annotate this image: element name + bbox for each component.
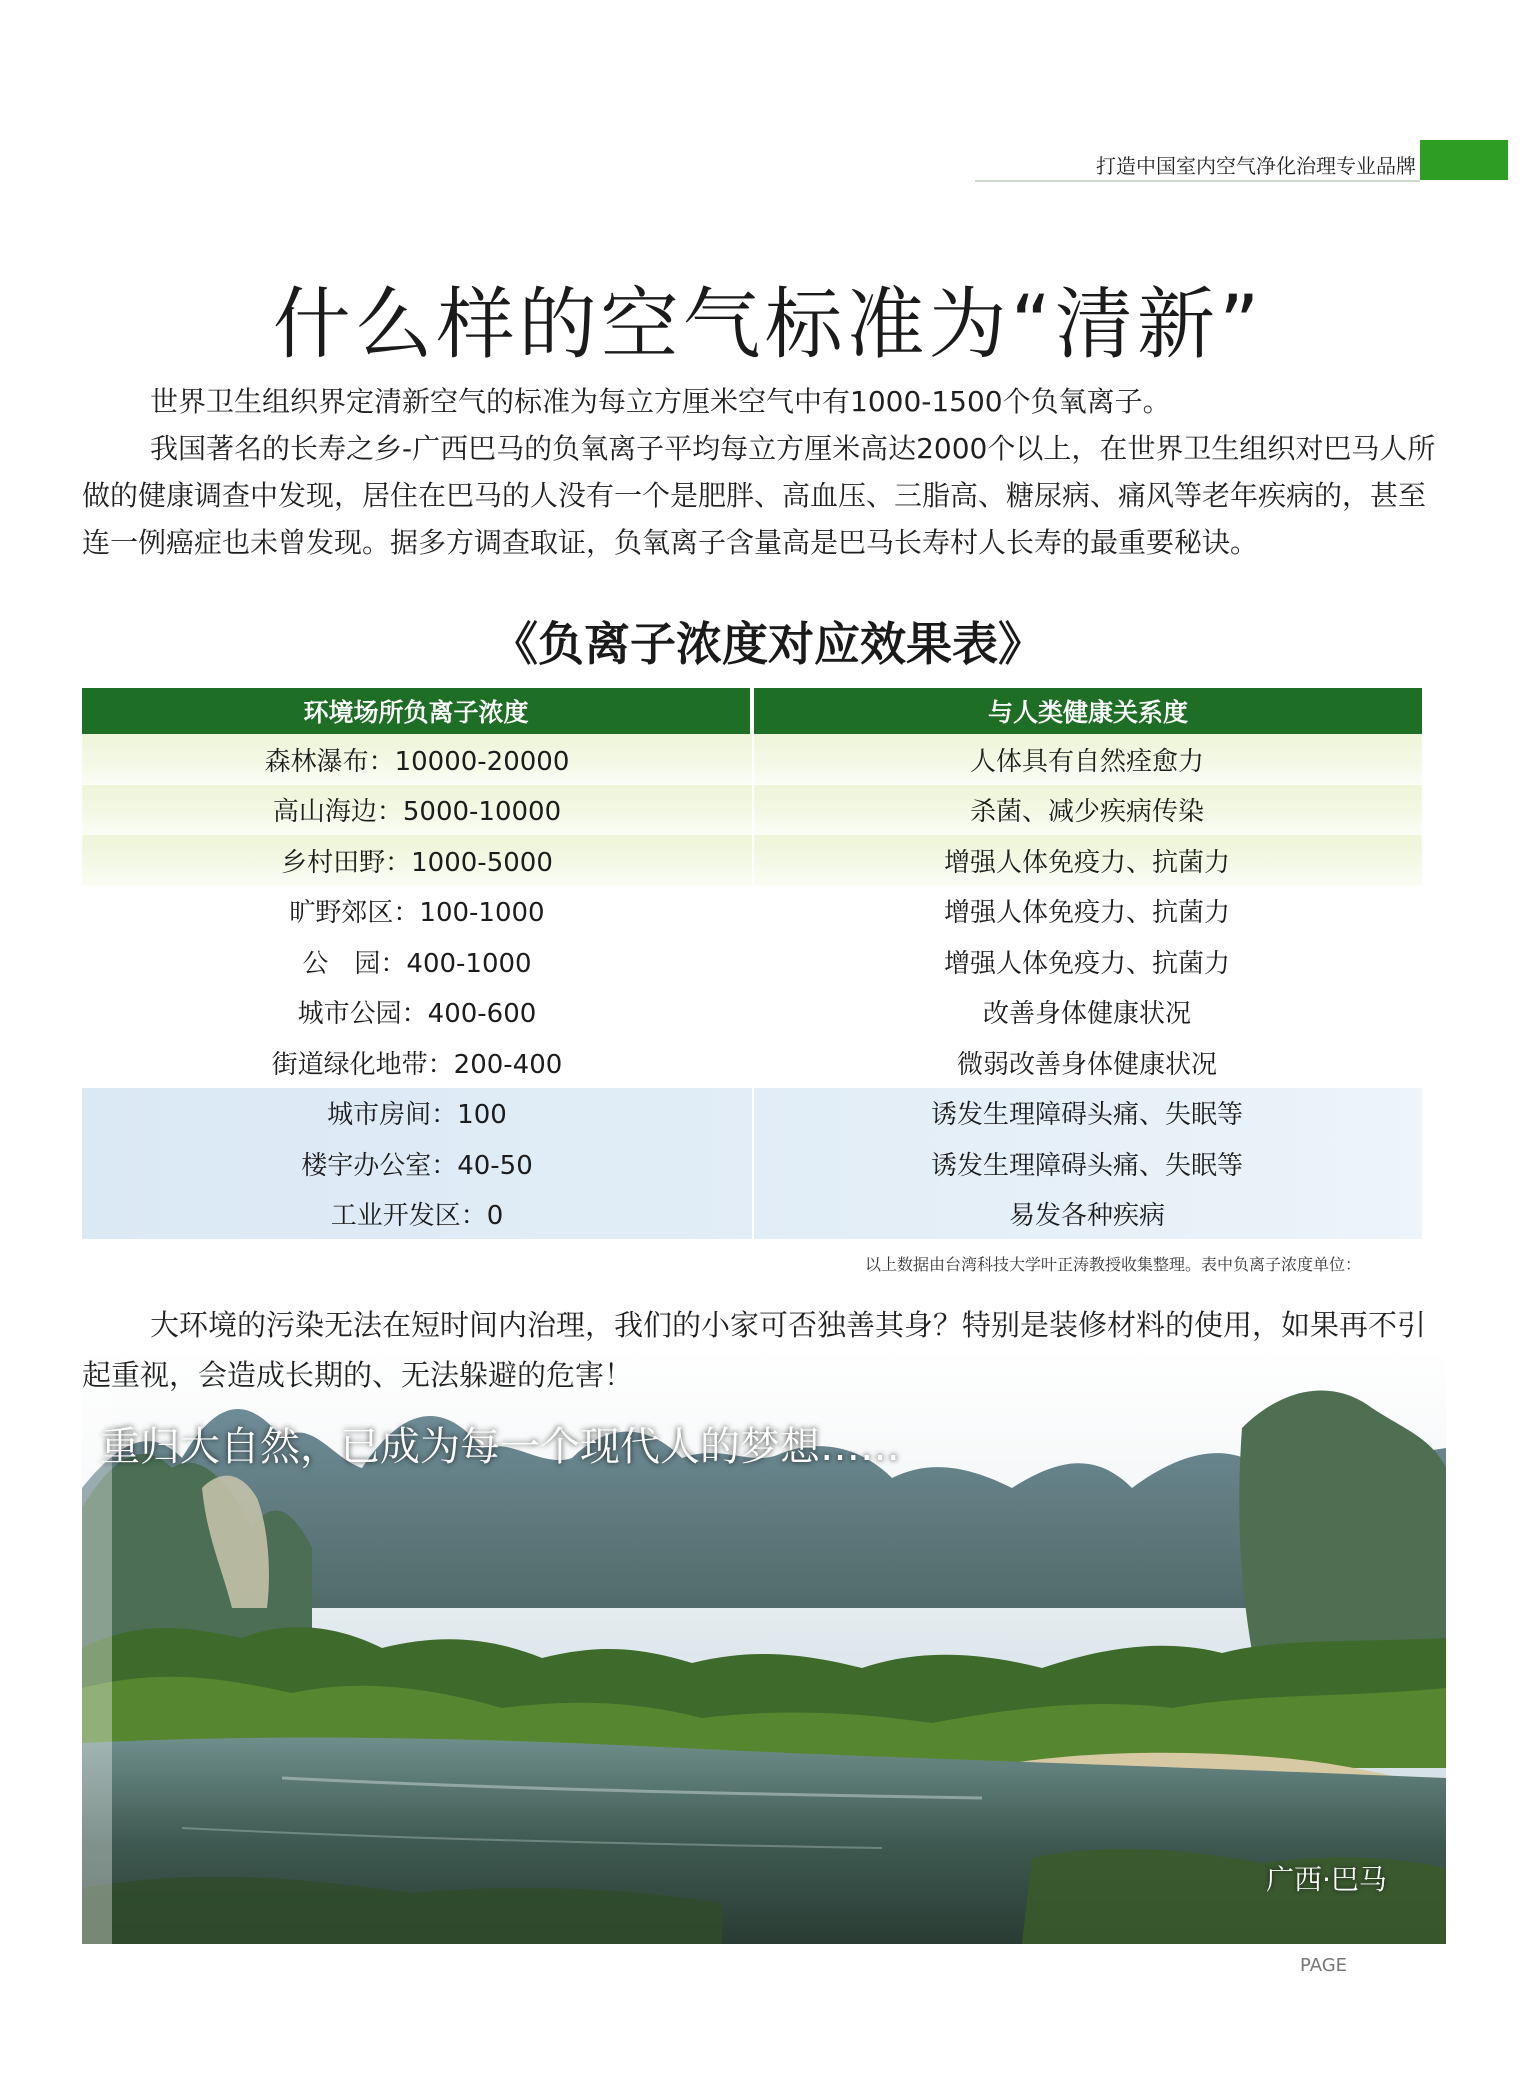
health-cell: 改善身体健康状况 <box>982 999 1191 1030</box>
column-divider <box>752 734 754 1239</box>
scene-location-label: 广西·巴马 <box>1266 1863 1387 1896</box>
concentration-cell: 高山海边：5000-10000 <box>272 797 562 828</box>
intro-paragraph-2: 我国著名的长寿之乡-广西巴马的负氧离子平均每立方厘米高达2000个以上，在世界卫生组织对巴马人所做的健康调查中发现，居住在巴马的人没有一个是肥胖、高血压、三脂高、糖尿病、痛风等老年疾病的，甚至连一例癌症也未曾发现。据多方调查取证，负氧离子含量高是巴马长寿村人长寿的最重要秘诀。 <box>82 432 1436 559</box>
concentration-cell: 公 园：400-1000 <box>302 948 532 979</box>
table-header <box>82 688 1422 734</box>
health-cell: 增强人体免疫力、抗菌力 <box>943 948 1230 979</box>
health-cell: 诱发生理障碍头痛、失眠等 <box>930 1150 1243 1181</box>
page-number: PAGE <box>1300 1955 1348 1976</box>
bottom-text <box>82 1300 1442 1400</box>
table-source-note: 以上数据由台湾科技大学叶正涛教授收集整理。表中负离子浓度单位： <box>864 1255 1361 1274</box>
column-header-health: 与人类健康关系度 <box>754 688 1422 734</box>
concentration-cell: 旷野郊区：100-1000 <box>289 898 545 929</box>
column-header-concentration: 环境场所负离子浓度 <box>82 688 750 734</box>
intro-text <box>82 378 1442 566</box>
health-cell: 杀菌、减少疾病传染 <box>969 797 1204 828</box>
table-body <box>82 734 1422 1239</box>
table-title: 《负离子浓度对应效果表》 <box>492 617 1044 671</box>
ion-effect-table <box>82 688 1422 1239</box>
health-cell: 增强人体免疫力、抗菌力 <box>943 898 1230 929</box>
header-tagline: 打造中国室内空气净化治理专业品牌 <box>1096 154 1416 178</box>
concentration-cell: 城市公园：400-600 <box>297 999 537 1030</box>
concentration-cell: 工业开发区：0 <box>330 1201 504 1232</box>
concentration-cell: 街道绿化地带：200-400 <box>271 1049 563 1080</box>
scene-caption: 重归大自然，已成为每一个现代人的梦想…… <box>100 1424 900 1470</box>
health-cell: 微弱改善身体健康状况 <box>956 1049 1217 1080</box>
health-cell: 人体具有自然痊愈力 <box>969 746 1204 777</box>
concentration-cell: 楼宇办公室：40-50 <box>301 1150 533 1181</box>
health-cell: 增强人体免疫力、抗菌力 <box>943 847 1230 878</box>
concentration-cell: 森林瀑布：10000-20000 <box>264 746 570 777</box>
health-cell: 易发各种疾病 <box>1008 1201 1165 1232</box>
concentration-cell: 城市房间：100 <box>327 1100 507 1131</box>
header-accent-block <box>1420 140 1508 180</box>
header-divider <box>975 180 1420 182</box>
page-title: 什么样的空气标准为“清新” <box>272 280 1264 370</box>
intro-paragraph-1: 世界卫生组织界定清新空气的标准为每立方厘米空气中有1000-1500个负氧离子。 <box>150 385 1171 418</box>
concentration-cell: 乡村田野：1000-5000 <box>281 847 553 878</box>
bottom-paragraph: 大环境的污染无法在短时间内治理，我们的小家可否独善其身？特别是装修材料的使用，如果再不引起重视，会造成长期的、无法躲避的危害！ <box>82 1308 1427 1392</box>
health-cell: 诱发生理障碍头痛、失眠等 <box>930 1100 1243 1131</box>
